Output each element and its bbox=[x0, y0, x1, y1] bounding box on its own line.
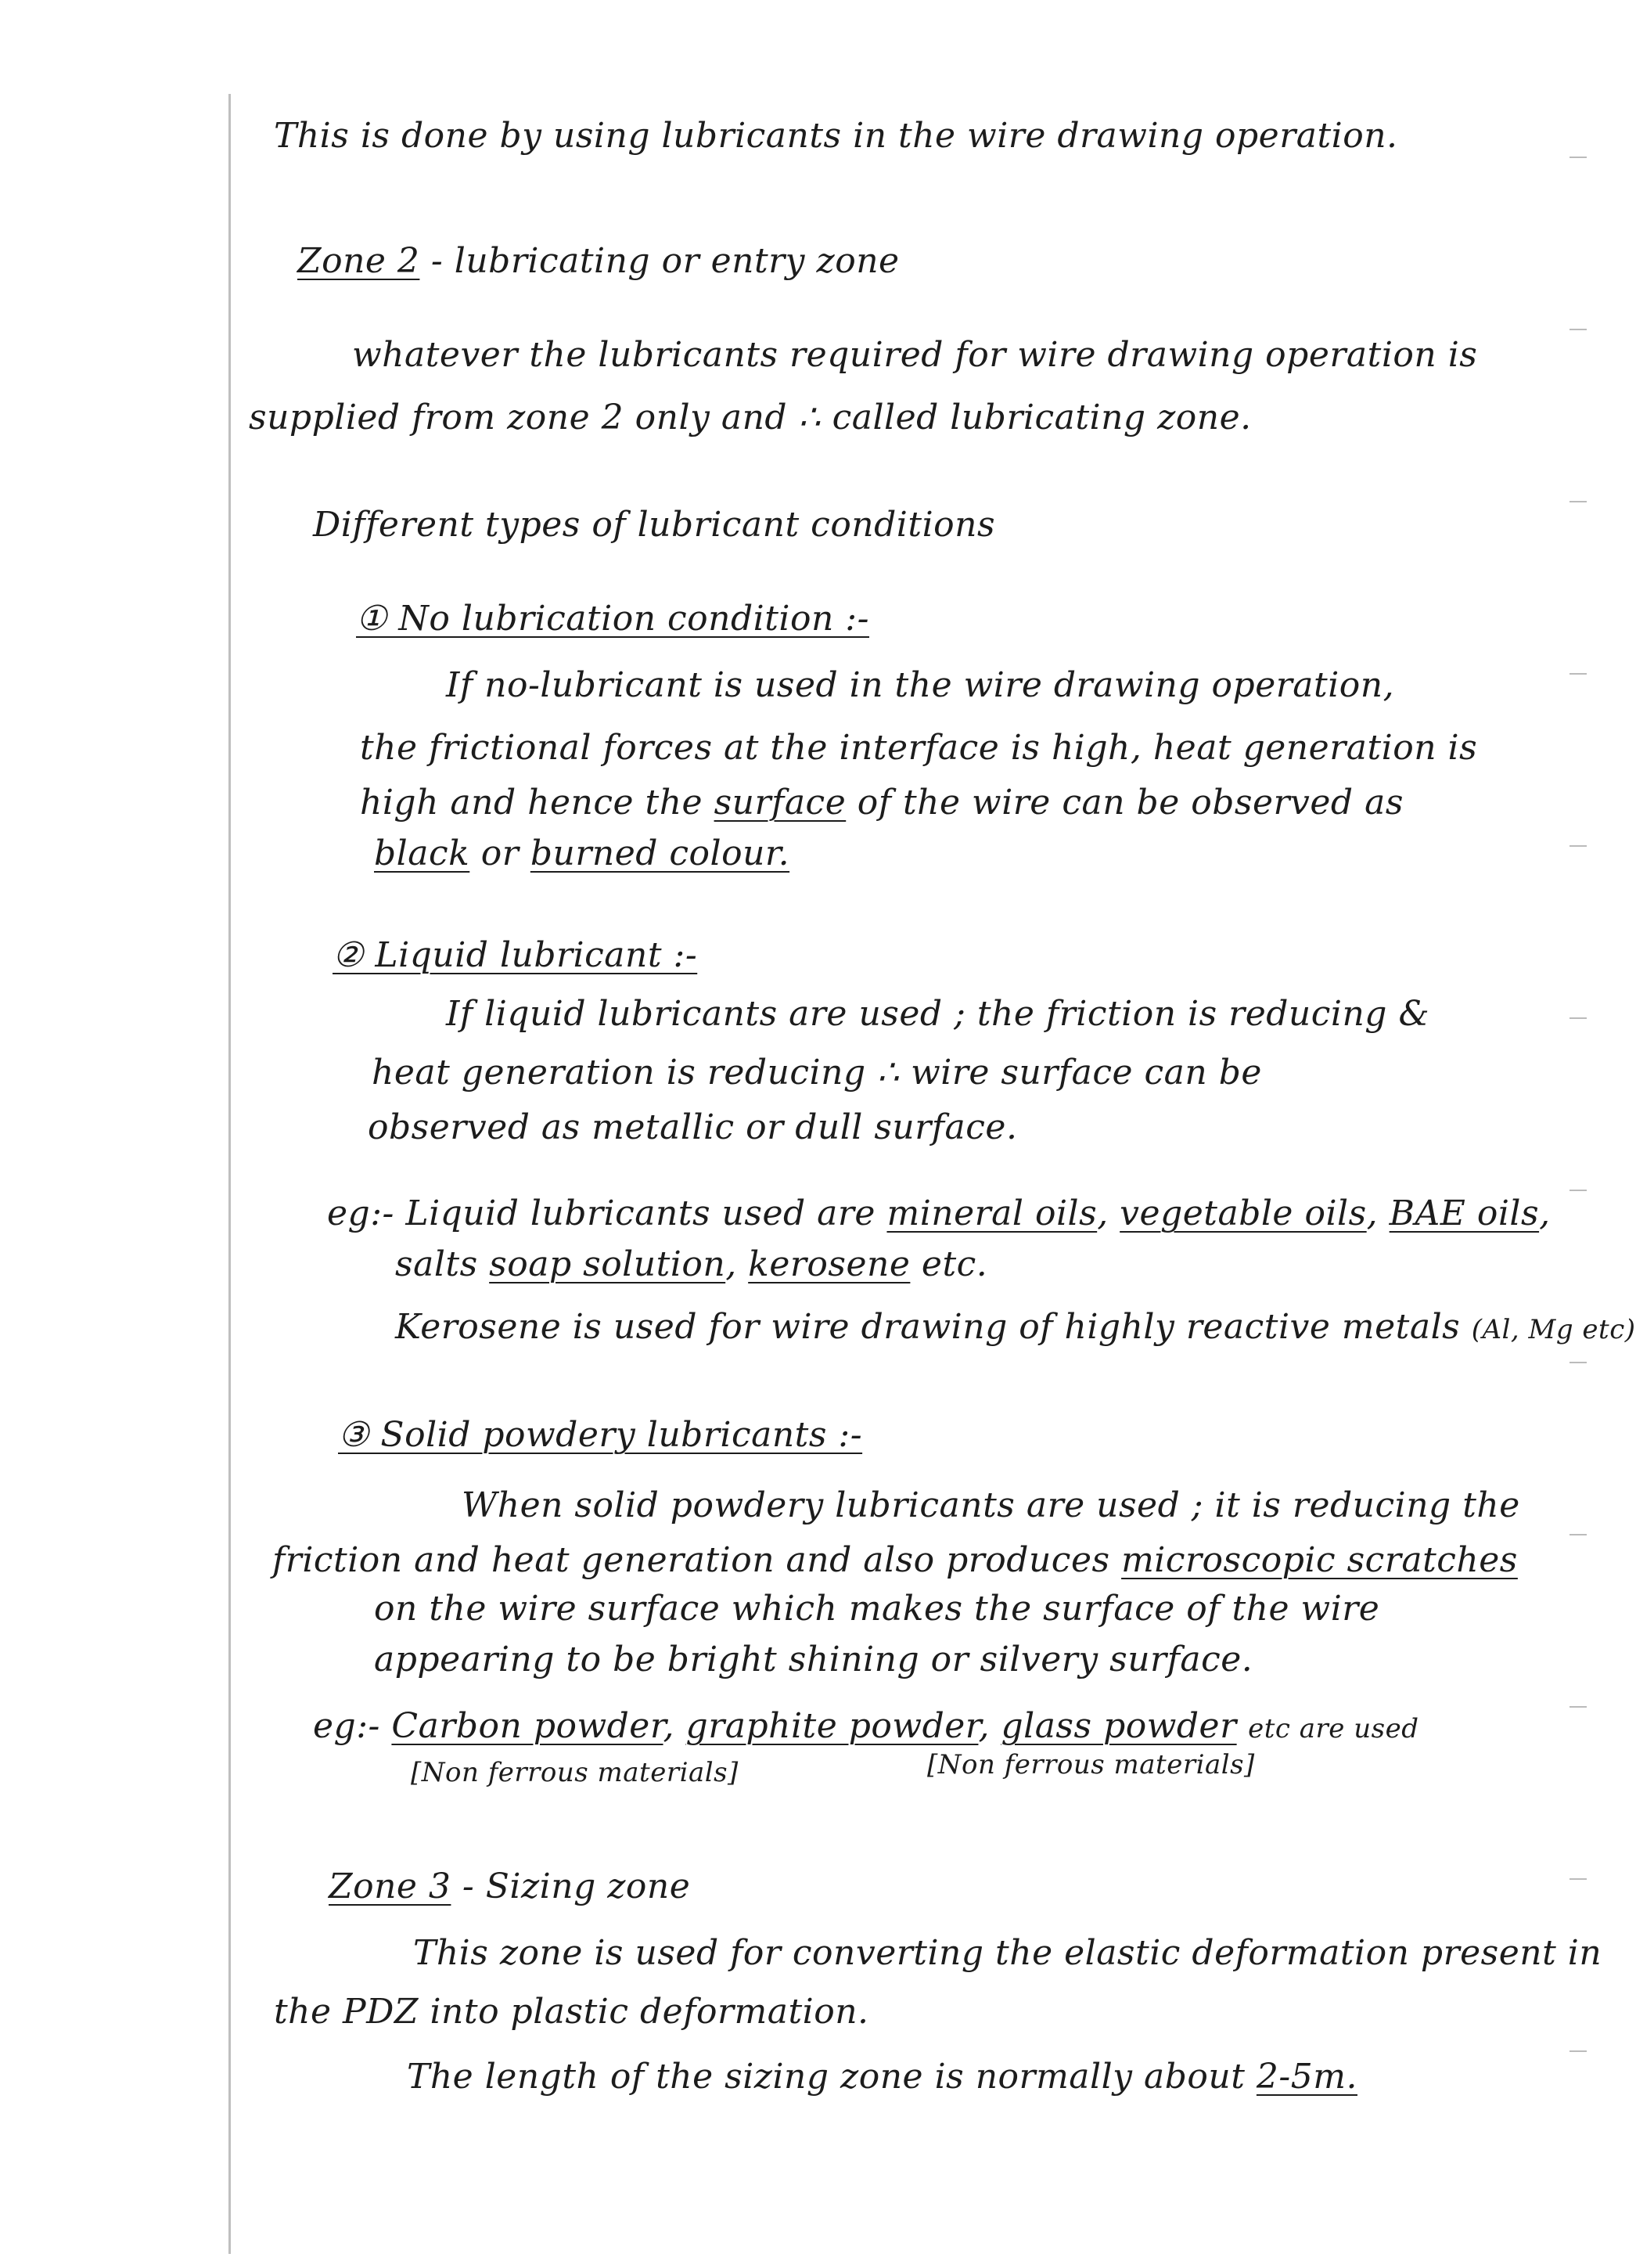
cond2-line-1: If liquid lubricants are used ; the friction is reducing & bbox=[446, 994, 1430, 1034]
cond3-eg: eg:- Carbon powder, graphite powder, glass powder etc are used bbox=[313, 1706, 1419, 1746]
zone3-line-3 bbox=[407, 2057, 1357, 2097]
cond3-title bbox=[338, 1415, 862, 1455]
cond1-burned: burned colour. bbox=[530, 833, 790, 873]
margin-line bbox=[228, 94, 231, 2254]
cond2-line-3: observed as metallic or dull surface. bbox=[368, 1107, 1018, 1147]
cond3-line-4: appearing to be bright shining or silvery surface. bbox=[374, 1640, 1253, 1679]
cond2-kerosene: kerosene bbox=[748, 1244, 911, 1284]
cond2-eg: eg:- Liquid lubricants used are mineral oils, vegetable oils, BAE oils, bbox=[327, 1193, 1551, 1233]
cond2-mineral: mineral oils bbox=[886, 1193, 1098, 1233]
cond3-line-2 bbox=[272, 1540, 1518, 1580]
types-heading: Different types of lubricant conditions bbox=[313, 505, 996, 545]
cond3-glass: glass powder bbox=[1001, 1706, 1237, 1746]
cond1-line-3 bbox=[360, 783, 1404, 823]
cond2-etc: etc. bbox=[921, 1244, 988, 1284]
binding-holes bbox=[1548, 0, 1602, 2268]
zone2-line-2: supplied from zone 2 only and ∴ called lubricating zone. bbox=[249, 398, 1252, 437]
cond1-line-2: the frictional forces at the interface is high, heat generation is bbox=[360, 728, 1478, 768]
cond2-line-2: heat generation is reducing ∴ wire surface can be bbox=[372, 1053, 1262, 1093]
cond3-eg-prefix: eg:- bbox=[313, 1706, 380, 1746]
cond2-eg-prefix: eg:- Liquid lubricants used are bbox=[327, 1193, 876, 1233]
cond3-title-text: ③ Solid powdery lubricants :- bbox=[338, 1415, 863, 1455]
cond1-title bbox=[356, 599, 869, 639]
zone2-subtitle: - lubricating or entry zone bbox=[430, 241, 900, 281]
zone3-subtitle: - Sizing zone bbox=[462, 1867, 691, 1906]
cond2-kerosene-line bbox=[395, 1307, 1636, 1347]
zone3-heading bbox=[329, 1867, 690, 1906]
cond3-line-1: When solid powdery lubricants are used ; it is reducing the bbox=[462, 1485, 1520, 1525]
cond3-line-2a: friction and heat generation and also produces bbox=[272, 1540, 1110, 1580]
zone2-title: Zone 2 bbox=[297, 241, 420, 281]
cond1-surface: surface bbox=[714, 783, 847, 823]
cond1-line-3a: high and hence the bbox=[360, 783, 703, 823]
cond3-line-3: on the wire surface which makes the surface of the wire bbox=[374, 1589, 1380, 1629]
zone2-line-1: whatever the lubricants required for wire drawing operation is bbox=[352, 335, 1478, 375]
cond3-eg-end: etc are used bbox=[1248, 1713, 1419, 1744]
cond3-note-1: [Non ferrous materials] bbox=[411, 1757, 739, 1788]
cond1-line-1: If no-lubricant is used in the wire drawing operation, bbox=[446, 665, 1395, 705]
cond1-line-3b: of the wire can be observed as bbox=[857, 783, 1404, 823]
cond2-soap: soap solution bbox=[489, 1244, 726, 1284]
cond1-black: black bbox=[374, 833, 470, 873]
zone2-heading bbox=[297, 241, 900, 281]
cond2-eg-2: salts soap solution, kerosene etc. bbox=[395, 1244, 988, 1284]
cond1-title-text: ① No lubrication condition :- bbox=[356, 599, 870, 639]
zone3-line-3a: The length of the sizing zone is normally about bbox=[407, 2057, 1246, 2097]
zone3-title: Zone 3 bbox=[329, 1867, 451, 1906]
cond1-line-4 bbox=[374, 833, 789, 873]
cond2-salts: salts bbox=[395, 1244, 478, 1284]
cond3-carbon: Carbon powder bbox=[391, 1706, 663, 1746]
cond2-title-text: ② Liquid lubricant :- bbox=[333, 935, 698, 975]
cond1-or: or bbox=[480, 833, 520, 873]
cond3-microscopic: microscopic scratches bbox=[1121, 1540, 1518, 1580]
zone3-line-1: This zone is used for converting the elastic deformation present in bbox=[413, 1933, 1602, 1973]
intro-text: This is done by using lubricants in the wire drawing operation. bbox=[274, 116, 1398, 156]
cond2-kerosene-text: Kerosene is used for wire drawing of highly reactive metals bbox=[395, 1307, 1461, 1347]
cond3-graphite: graphite powder bbox=[685, 1706, 979, 1746]
cond2-title bbox=[333, 935, 697, 975]
cond2-kerosene-note: (Al, Mg etc) bbox=[1471, 1314, 1636, 1345]
zone3-line-2: the PDZ into plastic deformation. bbox=[274, 1992, 869, 2032]
cond2-vegetable: vegetable oils bbox=[1120, 1193, 1367, 1233]
cond2-bae: BAE oils bbox=[1389, 1193, 1540, 1233]
zone3-length: 2-5m. bbox=[1256, 2057, 1357, 2097]
cond3-note-2: [Non ferrous materials] bbox=[927, 1749, 1255, 1780]
